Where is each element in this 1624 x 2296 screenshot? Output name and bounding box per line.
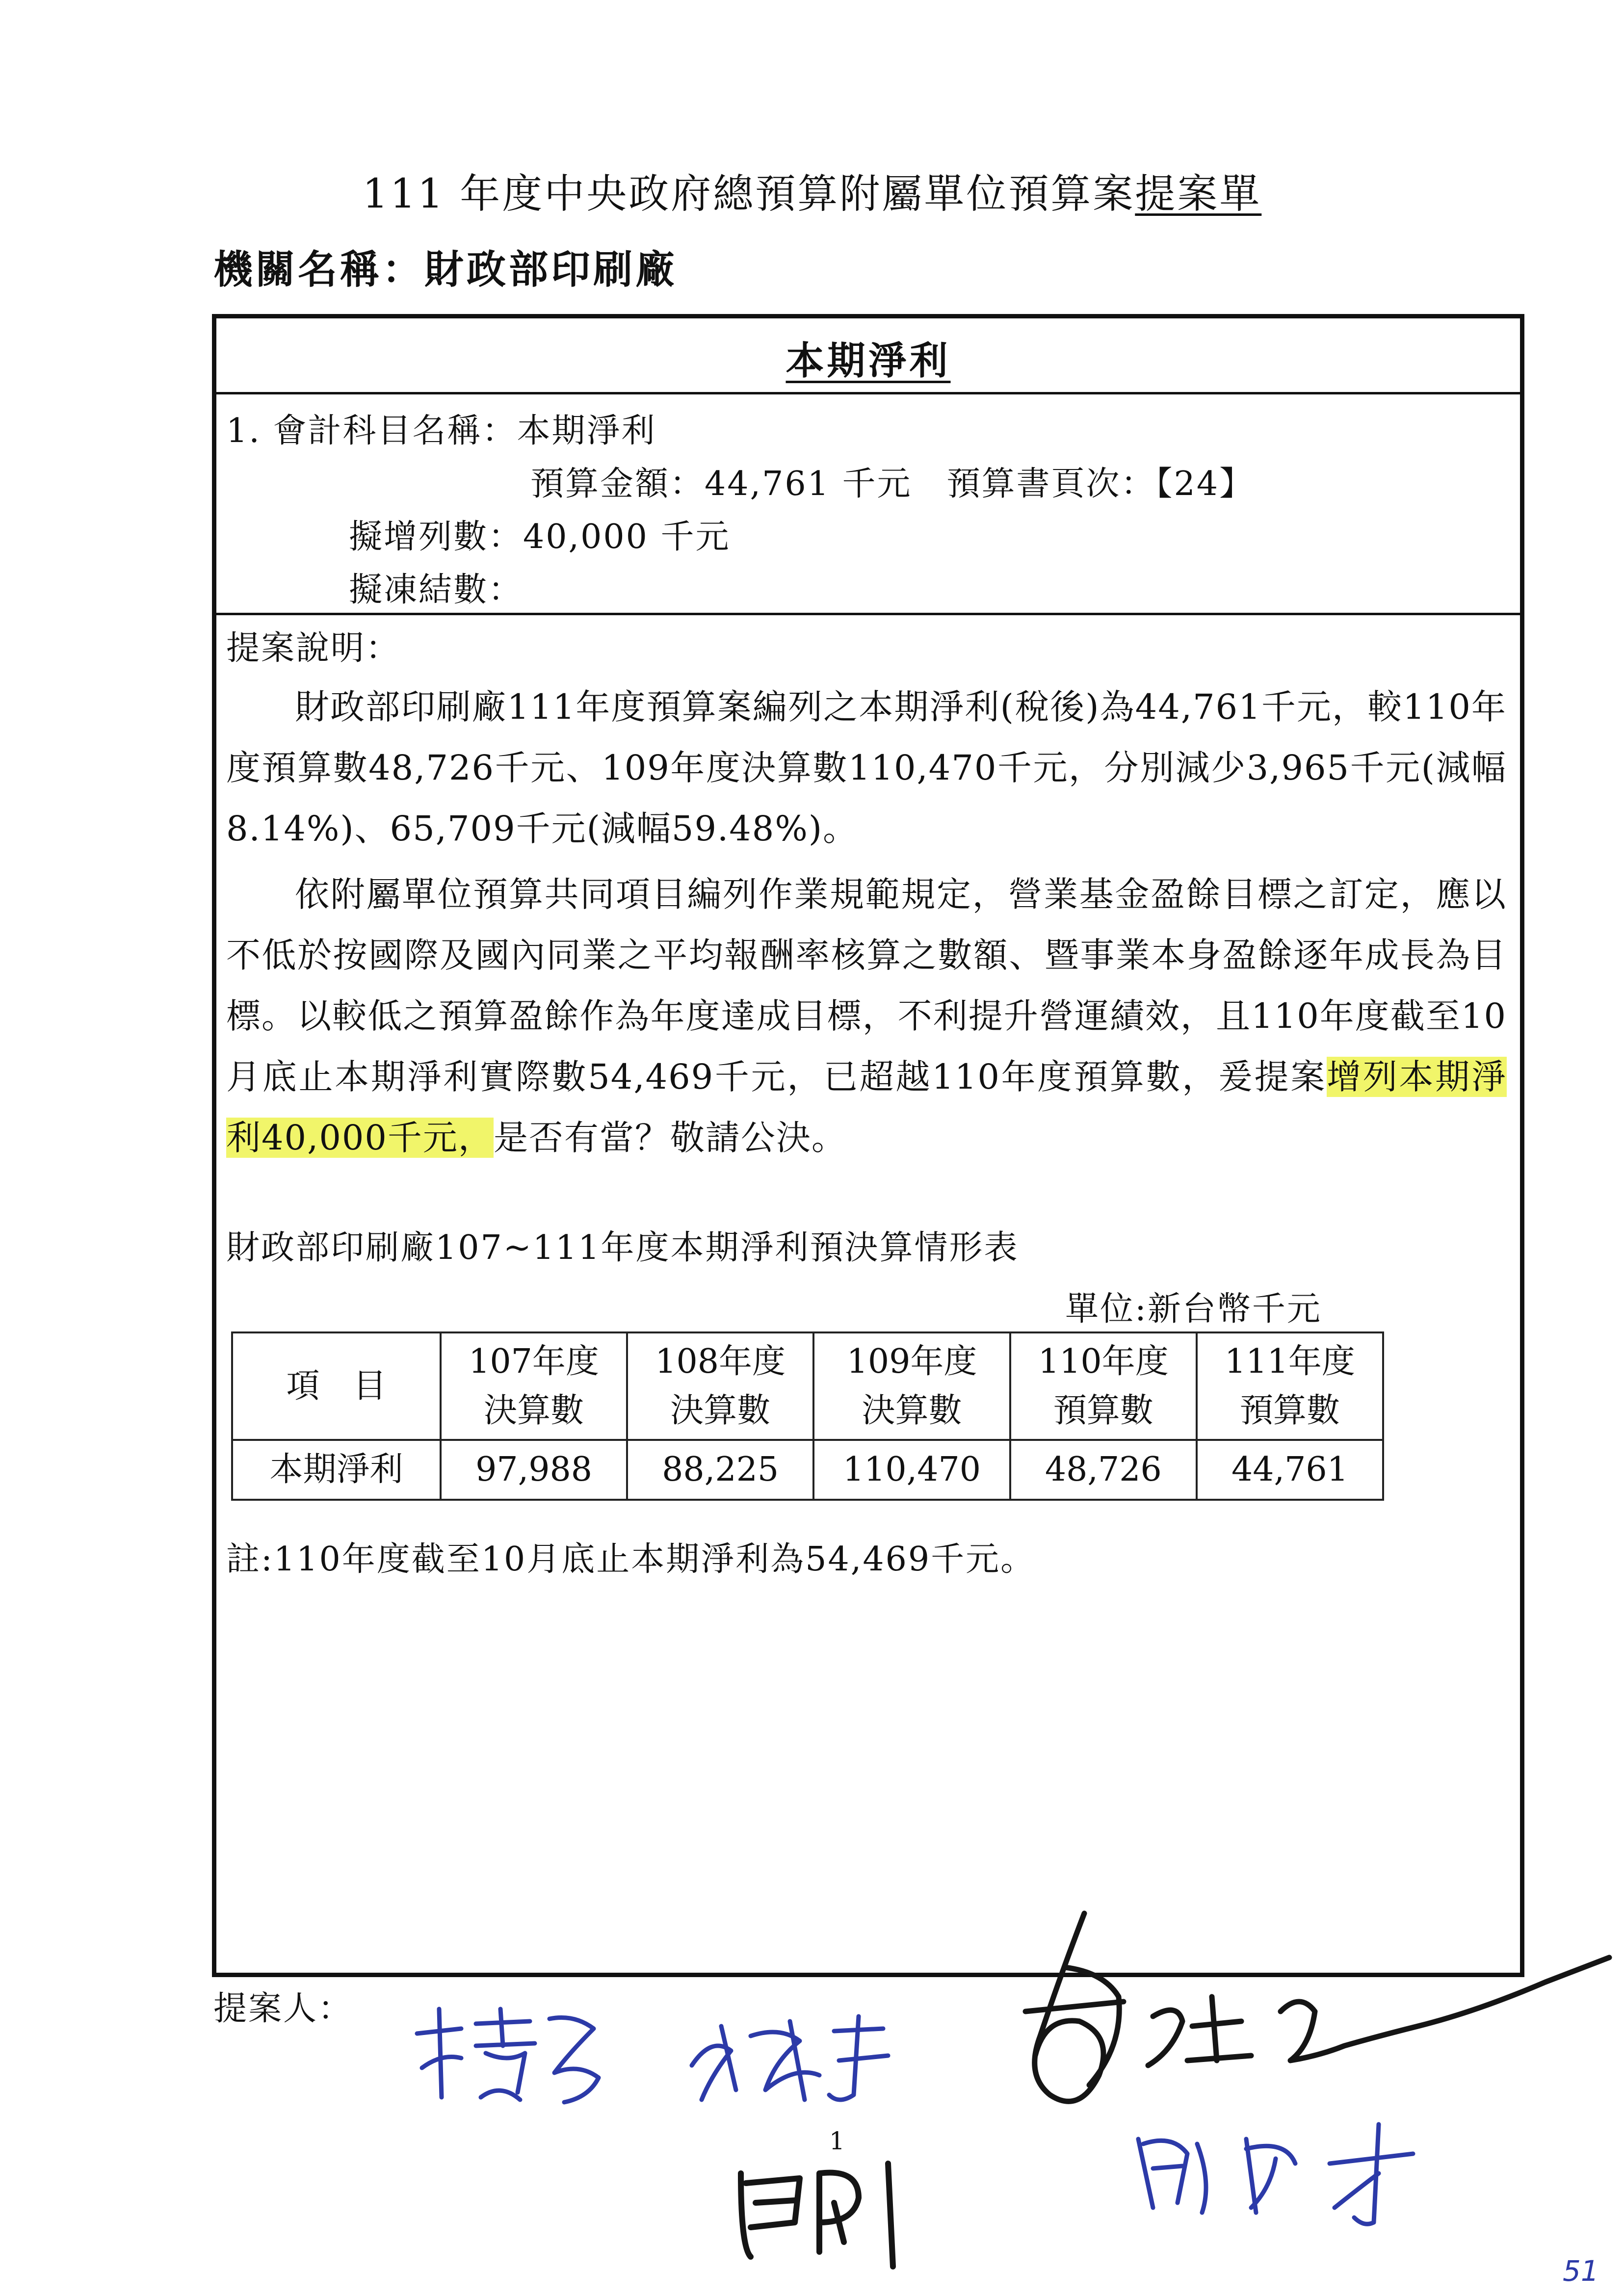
- divider: [216, 392, 1520, 394]
- table-row: [232, 1440, 1383, 1500]
- corner-page-mark: 51: [1563, 2254, 1599, 2288]
- header-cell: 109年度 決算數: [813, 1332, 1010, 1440]
- table-cell: 48,726: [1010, 1440, 1197, 1500]
- page-number: 1: [829, 2127, 845, 2155]
- organization-line: 機關名稱：財政部印刷廠: [213, 246, 678, 292]
- signature-1-icon: [402, 1999, 613, 2112]
- signature-3-icon: [1006, 1899, 1619, 2134]
- proposed-freeze: 擬凍結數：: [349, 571, 524, 609]
- budget-amount: 預算金額：44,761 千元 預算書頁次：【24】: [530, 465, 1255, 503]
- table-cell: 88,225: [627, 1440, 813, 1500]
- header-cell: 110年度 預算數: [1010, 1332, 1197, 1440]
- table-cell: 110,470: [813, 1440, 1010, 1500]
- account-name: 1. 會計科目名稱：本期淨利: [226, 412, 656, 450]
- divider: [216, 613, 1520, 615]
- header-cell: 111年度 預算數: [1197, 1332, 1383, 1440]
- table-header-row: [232, 1332, 1383, 1440]
- table-cell: 44,761: [1197, 1440, 1383, 1500]
- document-title: 111 年度中央政府總預算附屬單位預算案提案單: [362, 171, 1262, 217]
- header-cell: 項 目: [232, 1332, 441, 1440]
- table-note: 註:110年度截至10月底止本期淨利為54,469千元。: [226, 1540, 1036, 1579]
- table-unit: 單位:新台幣千元: [1065, 1290, 1322, 1329]
- seal-mark-icon: [726, 2144, 913, 2276]
- proposed-increase: 擬增列數：40,000 千元: [349, 518, 731, 556]
- highlighted-text: 增列本期淨利40,000千元，: [226, 1057, 1507, 1158]
- section-heading: 本期淨利: [786, 339, 951, 383]
- table-caption: 財政部印刷廠107~111年度本期淨利預決算情形表: [226, 1228, 1019, 1267]
- header-cell: 108年度 決算數: [627, 1332, 813, 1440]
- signature-4-icon: [1124, 2110, 1428, 2232]
- table-cell: 本期淨利: [232, 1440, 441, 1500]
- proposal-frame: [212, 314, 1524, 1977]
- signature-2-icon: [677, 2007, 903, 2110]
- proposer-label: 提案人：: [213, 1989, 353, 2028]
- proposal-label: 提案說明：: [226, 629, 401, 668]
- header-cell: 107年度 決算數: [441, 1332, 627, 1440]
- table-cell: 97,988: [441, 1440, 627, 1500]
- proposal-paragraph-1: 財政部印刷廠111年度預算案編列之本期淨利(稅後)為44,761千元，較110年度預算數48,726千元、109年度決算數110,470千元，分別減少3,965千元(減幅8.14%)、65,709千元(減幅59.48%)。: [226, 687, 1507, 849]
- proposal-paragraph-2: 依附屬單位預算共同項目編列作業規範規定，營業基金盈餘目標之訂定，應以不低於按國際及國內同業之平均報酬率核算之數額、暨事業本身盈餘逐年成長為目標。以較低之預算盈餘作為年度達成目標，不利提升營運績效，且110年度截至10月底止本期淨利實際數54,469千元，已超越110年度預算數，爰提案增列本期淨利40,000千元，是否有當？敬請公決。: [226, 874, 1507, 1158]
- profit-table: [231, 1331, 1384, 1501]
